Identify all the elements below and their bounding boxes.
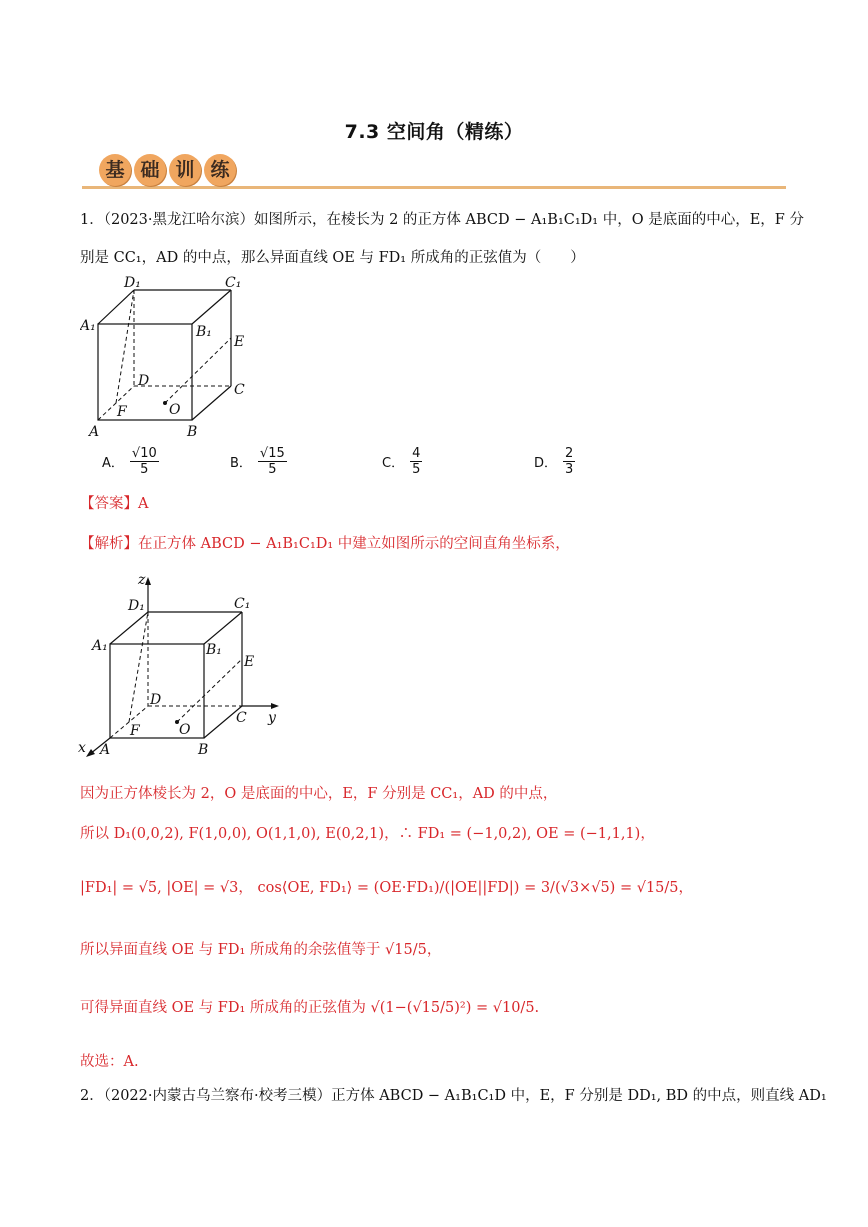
- fig1-label-A: A: [89, 424, 100, 440]
- option-c[interactable]: [382, 446, 422, 477]
- step-6: 故选：A.: [80, 1054, 139, 1070]
- banner-char-2: 础: [134, 154, 166, 186]
- step-4: 所以异面直线 OE 与 FD₁ 所成角的余弦值等于 √15/5，: [80, 942, 442, 958]
- fig2-label-x: x: [78, 740, 86, 756]
- fig2-label-D: D: [150, 692, 162, 708]
- fig2-label-O: O: [179, 722, 191, 738]
- fig2-label-A: A: [100, 742, 111, 758]
- fig2-label-E: E: [244, 654, 255, 670]
- option-d[interactable]: [534, 446, 575, 477]
- option-c-den: 5: [412, 462, 421, 477]
- step-5: 可得异面直线 OE 与 FD₁ 所成角的正弦值为 √(1−(√15/5)²) = √10/5.: [80, 1000, 540, 1016]
- option-a-label: A．: [102, 456, 124, 471]
- q1-stem-line2: 别是 CC₁，AD 的中点，那么异面直线 OE 与 FD₁ 所成角的正弦值为（ ）: [80, 250, 585, 266]
- option-b[interactable]: [230, 446, 287, 477]
- option-a[interactable]: [102, 446, 159, 477]
- cube-figure-1: [80, 276, 260, 440]
- option-b-den: 5: [268, 462, 277, 477]
- fig2-label-B: B: [198, 742, 209, 758]
- step-2: 所以 D₁(0,0,2), F(1,0,0), O(1,1,0), E(0,2,1)，∴ FD₁ = (−1,0,2), OE = (−1,1,1)，: [80, 826, 655, 842]
- fig1-label-F: F: [117, 404, 127, 420]
- fig2-label-C1: C₁: [234, 596, 251, 612]
- page-title: 7.3 空间角（精练）: [344, 121, 524, 143]
- fig2-label-z: z: [138, 572, 146, 588]
- fig2-label-y: y: [268, 710, 276, 726]
- step-3: |FD₁| = √5, |OE| = √3， cos⟨OE, FD₁⟩ = (OE·FD₁)/(|OE||FD|) = 3/(√3×√5) = √15/5，: [80, 880, 693, 896]
- fig1-label-D: D: [138, 373, 150, 389]
- fig2-label-C: C: [236, 710, 247, 726]
- option-a-num: √10: [131, 446, 157, 461]
- fig1-label-C1: C₁: [225, 276, 242, 291]
- fig2-label-D1: D₁: [128, 598, 145, 614]
- option-d-den: 3: [565, 462, 574, 477]
- answer: 【答案】A: [80, 496, 149, 512]
- fig1-label-A1: A₁: [80, 318, 96, 334]
- option-b-label: B．: [230, 456, 252, 471]
- q2-stem-line1: 2．（2022·内蒙古乌兰察布·校考三模）正方体 ABCD − A₁B₁C₁D 中，E，F 分别是 DD₁, BD 的中点，则直线 AD₁: [80, 1088, 827, 1104]
- banner-char-1: 基: [99, 154, 131, 186]
- fig1-label-B: B: [187, 424, 198, 440]
- option-b-num: √15: [259, 446, 285, 461]
- option-c-label: C．: [382, 456, 405, 471]
- fig2-label-F: F: [130, 723, 140, 739]
- option-c-num: 4: [412, 446, 421, 461]
- fig2-label-B1: B₁: [206, 642, 222, 658]
- fig1-label-D1: D₁: [124, 276, 141, 291]
- cube-figure-2: [76, 572, 286, 758]
- fig1-label-E: E: [234, 334, 245, 350]
- fig2-label-A1: A₁: [92, 638, 108, 654]
- step-1: 因为正方体棱长为 2，O 是底面的中心，E，F 分别是 CC₁，AD 的中点，: [80, 786, 558, 802]
- option-a-den: 5: [140, 462, 149, 477]
- banner-char-3: 训: [169, 154, 201, 186]
- banner-char-4: 练: [204, 154, 236, 186]
- option-d-num: 2: [565, 446, 574, 461]
- option-d-label: D．: [534, 456, 558, 471]
- analysis-intro: 【解析】在正方体 ABCD − A₁B₁C₁D₁ 中建立如图所示的空间直角坐标系，: [80, 536, 570, 552]
- fig1-label-O: O: [169, 402, 181, 418]
- fig1-label-B1: B₁: [196, 324, 212, 340]
- fig1-label-C: C: [234, 382, 245, 398]
- q1-stem-line1: 1．（2023·黑龙江哈尔滨）如图所示，在棱长为 2 的正方体 ABCD − A₁B₁C₁D₁ 中，O 是底面的中心，E，F 分: [80, 212, 804, 228]
- section-divider: [82, 186, 786, 189]
